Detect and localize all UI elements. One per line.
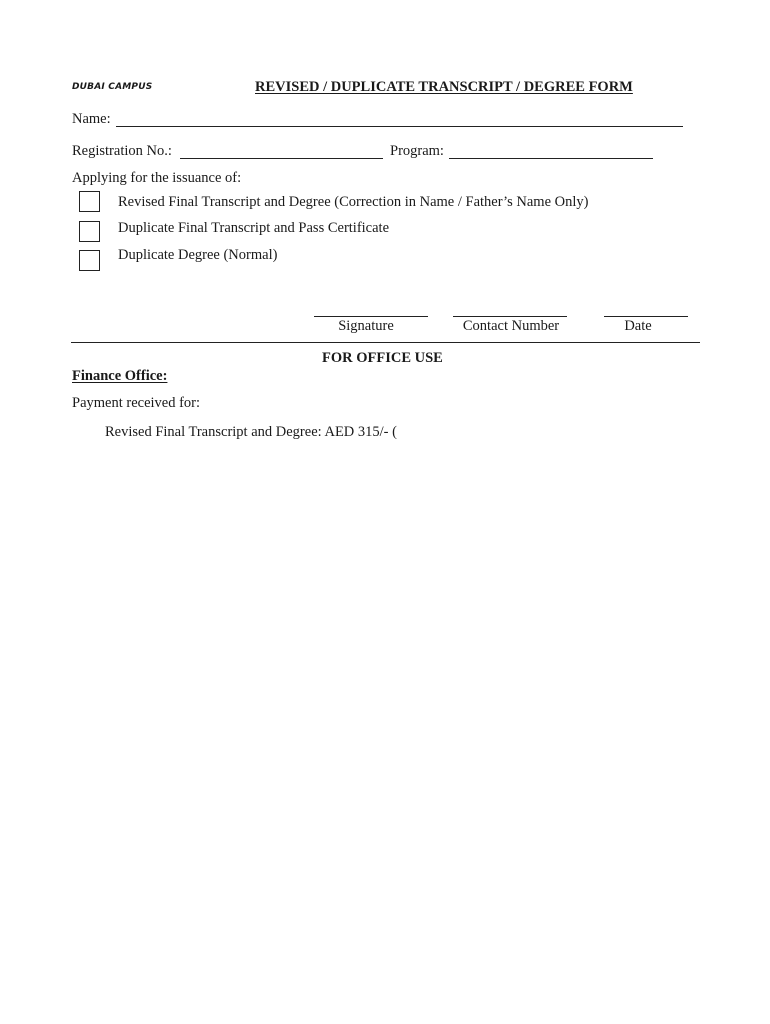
signature-label: Signature xyxy=(338,318,394,334)
date-field[interactable] xyxy=(604,316,688,317)
program-field[interactable] xyxy=(449,158,653,159)
payment-item: Revised Final Transcript and Degree: AED 315/- ( xyxy=(105,424,397,440)
contact-number-field[interactable] xyxy=(453,316,567,317)
option-duplicate-degree-label: Duplicate Degree (Normal) xyxy=(118,247,278,263)
campus-label: DUBAI CAMPUS xyxy=(72,82,153,92)
section-divider xyxy=(71,342,700,343)
name-label: Name: xyxy=(72,111,111,127)
registration-field[interactable] xyxy=(180,158,383,159)
office-use-heading: FOR OFFICE USE xyxy=(322,350,443,366)
option-revised-checkbox[interactable] xyxy=(79,191,100,212)
applying-label: Applying for the issuance of: xyxy=(72,170,242,186)
program-label: Program: xyxy=(390,143,444,159)
registration-label: Registration No.: xyxy=(72,143,172,159)
finance-office-heading: Finance Office: xyxy=(72,368,168,384)
contact-number-label: Contact Number xyxy=(462,318,560,334)
date-label: Date xyxy=(624,318,652,334)
payment-received-label: Payment received for: xyxy=(72,395,201,411)
name-field[interactable] xyxy=(116,126,683,127)
signature-field[interactable] xyxy=(314,316,428,317)
form-title: REVISED / DUPLICATE TRANSCRIPT / DEGREE FORM xyxy=(255,79,633,95)
option-duplicate-transcript-label: Duplicate Final Transcript and Pass Certificate xyxy=(118,220,390,236)
option-revised-label: Revised Final Transcript and Degree (Correction in Name / Father’s Name Only) xyxy=(118,194,589,210)
option-duplicate-transcript-checkbox[interactable] xyxy=(79,221,100,242)
option-duplicate-degree-checkbox[interactable] xyxy=(79,250,100,271)
